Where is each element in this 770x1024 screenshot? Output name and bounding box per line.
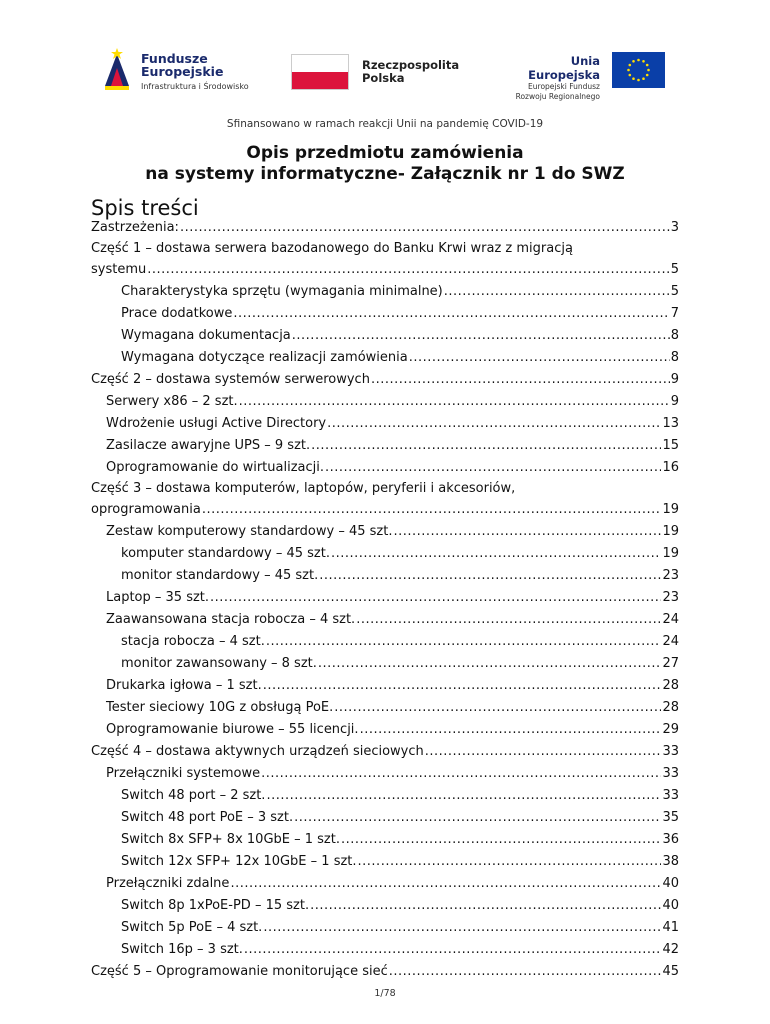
toc-entry-page-number: 33 (662, 766, 679, 781)
toc-leader-dots (239, 391, 670, 413)
toc-entry-label: Oprogramowanie do wirtualizacji. (106, 460, 325, 475)
toc-entry-page-number: 24 (662, 612, 679, 627)
toc-entry-label: Laptop – 35 szt. (106, 590, 210, 605)
toc-entry-label: Część 5 – Oprogramowanie monitorujące sieć (91, 964, 388, 979)
toc-entry-page-number: 36 (662, 832, 679, 847)
toc-leader-dots (325, 457, 661, 479)
toc-entry-page-number: 9 (670, 394, 679, 409)
toc-leader-dots (180, 217, 670, 239)
eu-flag-icon (612, 52, 665, 88)
toc-entry[interactable] (91, 521, 679, 543)
toc-entry[interactable] (91, 479, 679, 521)
toc-leader-dots (327, 413, 661, 435)
toc-entry[interactable] (91, 609, 679, 631)
toc-entry[interactable] (91, 675, 679, 697)
toc-leader-dots (358, 851, 662, 873)
ue-sub1: Europejski Fundusz (528, 82, 600, 91)
toc-entry[interactable] (91, 435, 679, 457)
toc-leader-dots (261, 763, 661, 785)
toc-leader-dots (310, 895, 661, 917)
toc-entry-label: Drukarka igłowa – 1 szt. (106, 678, 262, 693)
ue-sub2: Rozwoju Regionalnego (515, 92, 600, 101)
toc-entry-label: Prace dodatkowe (121, 306, 233, 321)
toc-leader-dots (294, 807, 661, 829)
toc-entry-label: komputer standardowy – 45 szt. (121, 546, 330, 561)
title-line1: Opis przedmiotu zamówienia (246, 143, 524, 163)
toc-entry-label: Switch 5p PoE – 4 szt. (121, 920, 263, 935)
toc-entry-page-number: 45 (662, 964, 679, 979)
toc-entry[interactable] (91, 873, 679, 895)
toc-entry-label: Switch 12x SFP+ 12x 10GbE – 1 szt. (121, 854, 357, 869)
fundusze-europejskie-emblem-icon (103, 46, 133, 92)
toc-entry-page-number: 29 (662, 722, 679, 737)
rp-line1: Rzeczpospolita (362, 58, 460, 72)
toc-entry-page-number: 42 (662, 942, 679, 957)
toc-entry[interactable] (91, 325, 679, 347)
toc-entry-label: Część 4 – dostawa aktywnych urządzeń sieciowych (91, 744, 424, 759)
toc-entry-page-number: 33 (662, 788, 679, 803)
toc-entry[interactable] (91, 829, 679, 851)
toc-entry[interactable] (91, 565, 679, 587)
toc-entry-page-number: 41 (662, 920, 679, 935)
toc-entry[interactable] (91, 741, 679, 763)
toc-entry-page-number: 35 (662, 810, 679, 825)
toc-entry[interactable] (91, 653, 679, 675)
toc-entry[interactable] (91, 303, 679, 325)
toc-entry-page-number: 9 (670, 372, 679, 387)
toc-entry-label: Wymagana dotyczące realizacji zamówienia (121, 350, 408, 365)
toc-entry-page-number: 7 (670, 306, 679, 321)
toc-entry-label: Switch 48 port PoE – 3 szt. (121, 810, 294, 825)
toc-leader-dots (389, 961, 662, 983)
toc-entry-label: Przełączniki zdalne (106, 876, 230, 891)
toc-leader-dots (393, 521, 661, 543)
toc-entry[interactable] (91, 391, 679, 413)
toc-entry-label: oprogramowania (91, 502, 201, 517)
toc-leader-dots (244, 939, 662, 961)
toc-entry[interactable] (91, 239, 679, 281)
toc-entry-label: Charakterystyka sprzętu (wymagania minimalne) (121, 284, 443, 299)
toc-entry-label: monitor zawansowany – 8 szt. (121, 656, 317, 671)
toc-leader-dots (334, 697, 661, 719)
toc-leader-dots (230, 873, 661, 895)
document-title (0, 143, 770, 185)
toc-leader-dots (263, 917, 661, 939)
toc-entry[interactable] (91, 281, 679, 303)
rp-line2: Polska (362, 71, 405, 85)
toc-entry-label: stacja robocza – 4 szt. (121, 634, 265, 649)
toc-entry-label: Switch 48 port – 2 szt. (121, 788, 266, 803)
toc-heading: Spis treści (91, 196, 199, 220)
toc-entry-label-line1: Część 3 – dostawa komputerów, laptopów, peryferii i akcesoriów, (91, 481, 516, 496)
toc-leader-dots (331, 543, 662, 565)
toc-leader-dots (147, 259, 669, 281)
toc-entry[interactable] (91, 631, 679, 653)
toc-leader-dots (371, 369, 670, 391)
fe-title-line2: Europejskie (141, 64, 224, 79)
toc-entry[interactable] (91, 917, 679, 939)
toc-entry-page-number: 23 (662, 568, 679, 583)
toc-entry-page-number: 38 (662, 854, 679, 869)
toc-entry[interactable] (91, 543, 679, 565)
toc-entry-page-number: 13 (662, 416, 679, 431)
toc-entry-label: Oprogramowanie biurowe – 55 licencji. (106, 722, 359, 737)
toc-entry-page-number: 33 (662, 744, 679, 759)
toc-entry-label: Tester sieciowy 10G z obsługą PoE. (106, 700, 334, 715)
toc-leader-dots (266, 631, 662, 653)
toc-leader-dots (356, 609, 661, 631)
toc-leader-dots (319, 565, 661, 587)
toc-leader-dots (425, 741, 662, 763)
toc-entry[interactable] (91, 719, 679, 741)
polish-flag-icon (291, 54, 349, 90)
fe-subtitle: Infrastruktura i Środowisko (141, 82, 249, 91)
toc-leader-dots (318, 653, 662, 675)
toc-entry-label: Wdrożenie usługi Active Directory (106, 416, 327, 431)
toc-entry-page-number: 28 (662, 678, 679, 693)
toc-entry-label: Switch 16p – 3 szt. (121, 942, 243, 957)
toc-leader-dots (266, 785, 661, 807)
toc-entry[interactable] (91, 895, 679, 917)
toc-entry-label: Przełączniki systemowe (106, 766, 261, 781)
toc-entry[interactable] (91, 217, 679, 239)
toc-leader-dots (360, 719, 662, 741)
toc-entry-page-number: 40 (662, 898, 679, 913)
toc-entry[interactable] (91, 763, 679, 785)
toc-entry[interactable] (91, 457, 679, 479)
toc-entry-label: Zasilacze awaryjne UPS – 9 szt. (106, 438, 311, 453)
toc-entry-label: Wymagana dokumentacja (121, 328, 291, 343)
toc-entry-page-number: 40 (662, 876, 679, 891)
title-line2: na systemy informatyczne- Załącznik nr 1 do SWZ (145, 164, 625, 184)
toc-leader-dots (341, 829, 661, 851)
table-of-contents (91, 217, 679, 983)
toc-entry-label: Część 2 – dostawa systemów serwerowych (91, 372, 370, 387)
toc-entry-page-number: 8 (670, 328, 679, 343)
toc-leader-dots (409, 347, 670, 369)
toc-entry-label: Zestaw komputerowy standardowy – 45 szt. (106, 524, 393, 539)
toc-entry[interactable] (91, 939, 679, 961)
toc-entry-label: Zastrzeżenia: (91, 220, 179, 235)
toc-leader-dots (210, 587, 661, 609)
toc-entry-page-number: 8 (670, 350, 679, 365)
toc-entry[interactable] (91, 785, 679, 807)
toc-entry-label: monitor standardowy – 45 szt. (121, 568, 319, 583)
toc-entry-page-number: 27 (662, 656, 679, 671)
toc-entry-page-number: 5 (670, 284, 679, 299)
toc-entry[interactable] (91, 697, 679, 719)
toc-leader-dots (292, 325, 670, 347)
toc-entry-label: Zaawansowana stacja robocza – 4 szt. (106, 612, 356, 627)
toc-entry[interactable] (91, 347, 679, 369)
toc-entry[interactable] (91, 961, 679, 983)
toc-entry-page-number: 19 (662, 502, 679, 517)
toc-entry[interactable] (91, 851, 679, 873)
funding-note: Sfinansowano w ramach reakcji Unii na pandemię COVID-19 (226, 118, 544, 130)
toc-entry-label: Switch 8p 1xPoE-PD – 15 szt. (121, 898, 310, 913)
toc-entry[interactable] (91, 369, 679, 391)
unia-europejska-logo (497, 52, 667, 101)
toc-entry-page-number: 19 (662, 524, 679, 539)
toc-leader-dots (202, 499, 662, 521)
toc-entry-label: Switch 8x SFP+ 8x 10GbE – 1 szt. (121, 832, 340, 847)
toc-entry-page-number: 19 (662, 546, 679, 561)
header-logos (0, 40, 770, 100)
toc-entry[interactable] (91, 413, 679, 435)
toc-entry-page-number: 5 (670, 262, 679, 277)
toc-entry-label: systemu (91, 262, 147, 277)
toc-entry-label-line1: Część 1 – dostawa serwera bazodanowego do Banku Krwi wraz z migracją (91, 241, 573, 256)
toc-leader-dots (233, 303, 669, 325)
toc-entry-page-number: 23 (662, 590, 679, 605)
toc-entry-page-number: 28 (662, 700, 679, 715)
toc-entry[interactable] (91, 587, 679, 609)
toc-entry-page-number: 3 (670, 220, 679, 235)
toc-entry[interactable] (91, 807, 679, 829)
fe-title-line1: Fundusze (141, 51, 208, 66)
page-indicator: 1/78 (374, 988, 396, 999)
ue-title: Unia Europejska (528, 54, 600, 82)
toc-entry-page-number: 16 (662, 460, 679, 475)
rzeczpospolita-polska-logo (291, 54, 466, 90)
toc-entry-page-number: 24 (662, 634, 679, 649)
toc-leader-dots (311, 435, 661, 457)
fundusze-europejskie-logo (103, 46, 273, 96)
toc-entry-label: Serwery x86 – 2 szt. (106, 394, 238, 409)
toc-entry-page-number: 15 (662, 438, 679, 453)
toc-leader-dots (263, 675, 662, 697)
toc-leader-dots (444, 281, 670, 303)
